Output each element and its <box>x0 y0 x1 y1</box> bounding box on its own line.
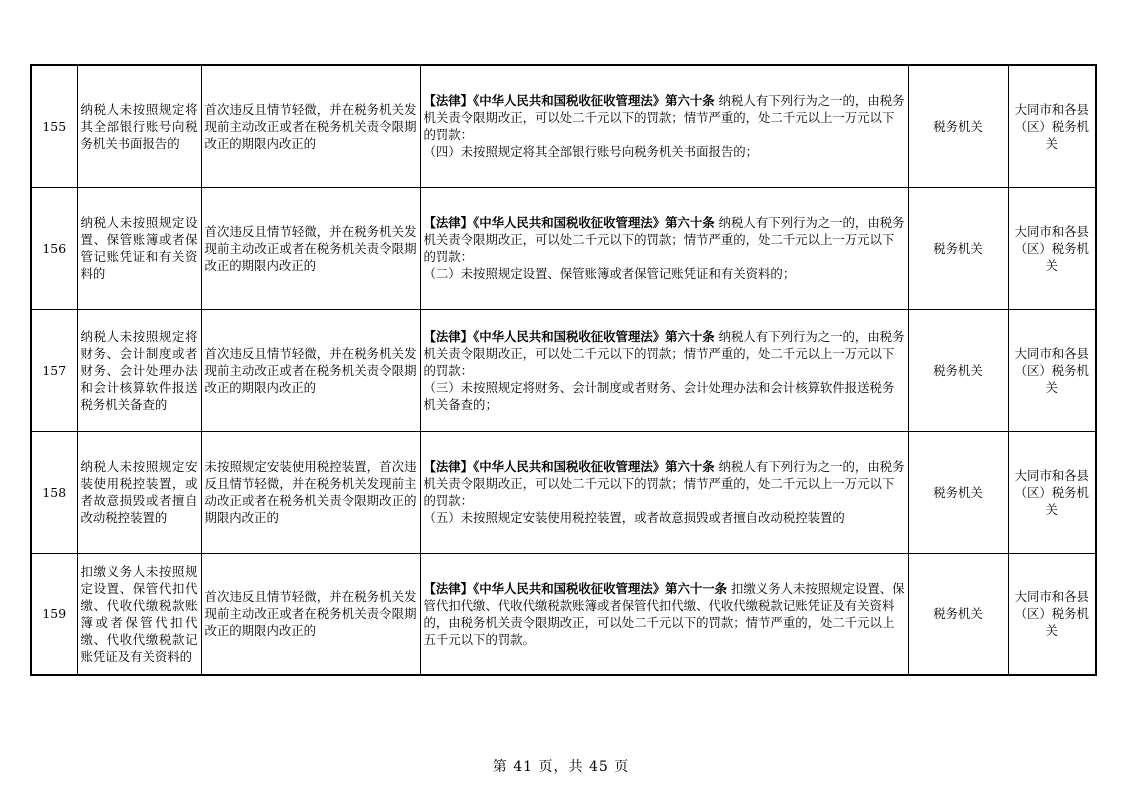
row-number: 155 <box>31 65 77 187</box>
legal-basis <box>420 65 908 187</box>
jurisdiction-area: 大同市和各县（区）税务机关 <box>1008 553 1096 675</box>
law-citation: 【法律】《中华人民共和国税收征收管理法》第六十条 <box>423 215 715 230</box>
law-item: （五）未按照规定安装使用税控装置，或者故意损毁或者擅自改动税控装置的 <box>423 510 845 525</box>
law-citation: 【法律】《中华人民共和国税收征收管理法》第六十条 <box>423 328 715 344</box>
violation-name: 纳税人未按照规定安装使用税控装置，或者故意损毁或者擅自改动税控装置的 <box>77 431 201 553</box>
law-citation: 【法律】《中华人民共和国税收征收管理法》第六十一条 <box>423 580 728 596</box>
law-text: 纳税人有下列行为之一的，由税务机关责令限期改正，可以处二千元以下的罚款；情节严重的，处二千元以上一万元以下的罚款： <box>423 93 905 143</box>
exemption-condition: 首次违反且情节轻微，并在税务机关发现前主动改正或者在税务机关责令限期改正的期限内改正的 <box>201 187 420 309</box>
table-row <box>31 187 1096 309</box>
violation-name: 纳税人未按照规定将财务、会计制度或者财务、会计处理办法和会计核算软件报送税务机关备查的 <box>77 309 201 431</box>
enforcement-department: 税务机关 <box>908 309 1008 431</box>
law-citation: 【法律】《中华人民共和国税收征收管理法》第六十条 <box>423 93 715 109</box>
legal-basis <box>420 431 908 553</box>
row-number: 157 <box>31 309 77 431</box>
violation-name: 纳税人未按照规定设置、保管账簿或者保管记账凭证和有关资料的 <box>77 187 201 309</box>
exemption-condition: 首次违反且情节轻微，并在税务机关发现前主动改正或者在税务机关责令限期改正的期限内改正的 <box>201 65 420 187</box>
exemption-condition: 未按照规定安装使用税控装置，首次违反且情节轻微，并在税务机关发现前主动改正或者在税务机关责令限期改正的期限内改正的 <box>201 431 420 553</box>
enforcement-department: 税务机关 <box>908 431 1008 553</box>
row-number: 156 <box>31 187 77 309</box>
row-number: 158 <box>31 431 77 553</box>
legal-basis <box>420 187 908 309</box>
law-text: 纳税人有下列行为之一的，由税务机关责令限期改正，可以处二千元以下的罚款；情节严重的，处二千元以上一万元以下的罚款： <box>423 459 905 508</box>
jurisdiction-area: 大同市和各县（区）税务机关 <box>1008 309 1096 431</box>
legal-basis <box>420 309 908 431</box>
jurisdiction-area: 大同市和各县（区）税务机关 <box>1008 431 1096 553</box>
law-item: （二）未按照规定设置、保管账簿或者保管记账凭证和有关资料的； <box>423 266 796 281</box>
law-text: 纳税人有下列行为之一的，由税务机关责令限期改正，可以处二千元以下的罚款；情节严重的，处二千元以上一万元以下的罚款： <box>423 328 905 378</box>
violation-name: 扣缴义务人未按照规定设置、保管代扣代缴、代收代缴税款账簿或者保管代扣代缴、代收代缴税款记账凭证及有关资料的 <box>77 553 201 675</box>
exemption-condition: 首次违反且情节轻微，并在税务机关发现前主动改正或者在税务机关责令限期改正的期限内改正的 <box>201 553 420 675</box>
exemption-condition: 首次违反且情节轻微，并在税务机关发现前主动改正或者在税务机关责令限期改正的期限内改正的 <box>201 309 420 431</box>
legal-basis <box>420 553 908 675</box>
penalty-table <box>30 64 1097 676</box>
enforcement-department: 税务机关 <box>908 553 1008 675</box>
table-row <box>31 65 1096 187</box>
page-footer: 第 41 页，共 45 页 <box>492 759 630 775</box>
table-row <box>31 309 1096 431</box>
enforcement-department: 税务机关 <box>908 187 1008 309</box>
law-item: （三）未按照规定将财务、会计制度或者财务、会计处理办法和会计核算软件报送税务机关备查的； <box>423 379 895 412</box>
table-row <box>31 553 1096 675</box>
table-row <box>31 431 1096 553</box>
law-text: 纳税人有下列行为之一的，由税务机关责令限期改正，可以处二千元以下的罚款；情节严重的，处二千元以上一万元以下的罚款： <box>423 215 905 264</box>
law-citation: 【法律】《中华人民共和国税收征收管理法》第六十条 <box>423 459 715 474</box>
jurisdiction-area: 大同市和各县（区）税务机关 <box>1008 65 1096 187</box>
law-text: 扣缴义务人未按照规定设置、保管代扣代缴、代收代缴税款账簿或者保管代扣代缴、代收代缴税款记账凭证及有关资料的，由税务机关责令限期改正，可以处二千元以下的罚款；情节严重的，处二千元以上五千元以下的罚款。 <box>423 580 905 647</box>
law-item: （四）未按照规定将其全部银行账号向税务机关书面报告的； <box>423 144 759 160</box>
enforcement-department: 税务机关 <box>908 65 1008 187</box>
violation-name: 纳税人未按照规定将其全部银行账号向税务机关书面报告的 <box>77 65 201 187</box>
row-number: 159 <box>31 553 77 675</box>
jurisdiction-area: 大同市和各县（区）税务机关 <box>1008 187 1096 309</box>
